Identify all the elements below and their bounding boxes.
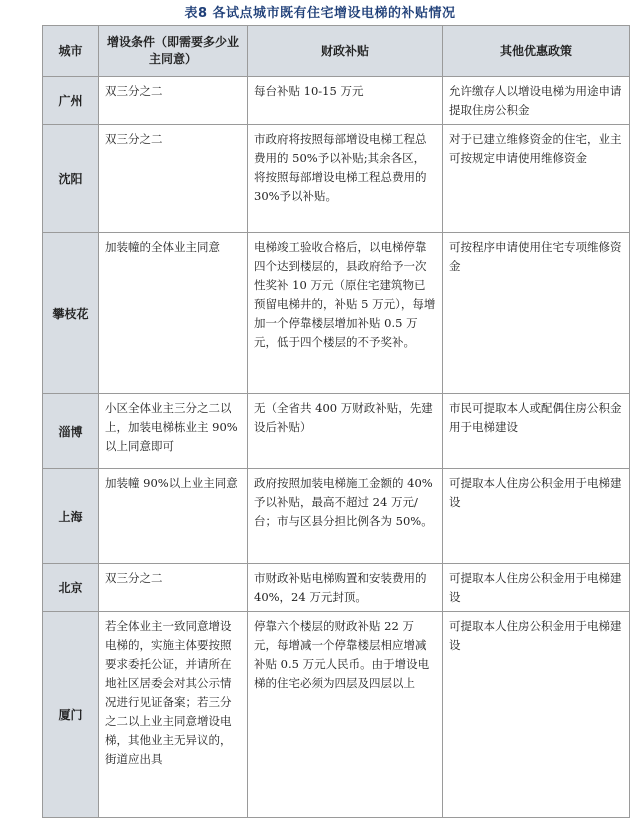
table-row — [43, 469, 630, 564]
table-row — [43, 564, 630, 612]
other-policy-cell: 可提取本人住房公积金用于电梯建设 — [443, 564, 630, 612]
subsidy-table — [42, 25, 630, 818]
table-row — [43, 233, 630, 394]
other-policy-cell: 允许缴存人以增设电梯为用途申请提取住房公积金 — [443, 77, 630, 125]
subsidy-cell: 市财政补贴电梯购置和安装费用的 40%，24 万元封顶。 — [248, 564, 443, 612]
table-caption: 表8 各试点城市既有住宅增设电梯的补贴情况 — [184, 6, 456, 21]
city-cell: 沈阳 — [43, 125, 99, 233]
table-header-row — [43, 26, 630, 77]
subsidy-cell: 每台补贴 10-15 万元 — [248, 77, 443, 125]
subsidy-cell: 停靠六个楼层的财政补贴 22 万元，每增减一个停靠楼层相应增减补贴 0.5 万元人民币。由于增设电梯的住宅必须为四层及四层以上 — [248, 612, 443, 818]
city-cell: 北京 — [43, 564, 99, 612]
city-cell: 攀枝花 — [43, 233, 99, 394]
table-row — [43, 125, 630, 233]
other-policy-cell: 可提取本人住房公积金用于电梯建设 — [443, 612, 630, 818]
city-cell: 厦门 — [43, 612, 99, 818]
condition-cell: 加装幢的全体业主同意 — [99, 233, 248, 394]
header-other-policy: 其他优惠政策 — [443, 26, 630, 77]
condition-cell: 双三分之二 — [99, 77, 248, 125]
table-row — [43, 612, 630, 818]
city-cell: 广州 — [43, 77, 99, 125]
header-subsidy: 财政补贴 — [248, 26, 443, 77]
condition-cell: 若全体业主一致同意增设电梯的，实施主体要按照要求委托公证，并请所在地社区居委会对其公示情况进行见证备案；若三分之二以上业主同意增设电梯，其他业主无异议的，街道应出具 — [99, 612, 248, 818]
other-policy-cell: 可提取本人住房公积金用于电梯建设 — [443, 469, 630, 564]
header-city: 城市 — [43, 26, 99, 77]
other-policy-cell: 对于已建立维修资金的住宅，业主可按规定申请使用维修资金 — [443, 125, 630, 233]
condition-cell: 小区全体业主三分之二以上，加装电梯栋业主 90%以上同意即可 — [99, 394, 248, 469]
condition-cell: 双三分之二 — [99, 125, 248, 233]
condition-cell: 加装幢 90%以上业主同意 — [99, 469, 248, 564]
city-cell: 淄博 — [43, 394, 99, 469]
header-condition: 增设条件（即需要多少业主同意） — [99, 26, 248, 77]
table-row — [43, 77, 630, 125]
subsidy-cell: 电梯竣工验收合格后，以电梯停靠四个达到楼层的，县政府给予一次性奖补 10 万元（原住宅建筑物已预留电梯井的，补贴 5 万元），每增加一个停靠楼层增加补贴 0.5 万元，低于四个楼层的不予奖补。 — [248, 233, 443, 394]
subsidy-cell: 无（全省共 400 万财政补贴，先建设后补贴） — [248, 394, 443, 469]
condition-cell: 双三分之二 — [99, 564, 248, 612]
table-row — [43, 394, 630, 469]
other-policy-cell: 可按程序申请使用住宅专项维修资金 — [443, 233, 630, 394]
other-policy-cell: 市民可提取本人或配偶住房公积金用于电梯建设 — [443, 394, 630, 469]
city-cell: 上海 — [43, 469, 99, 564]
subsidy-cell: 市政府将按照每部增设电梯工程总费用的 50%予以补贴;其余各区，将按照每部增设电梯工程总费用的 30%予以补贴。 — [248, 125, 443, 233]
subsidy-cell: 政府按照加装电梯施工金额的 40%予以补贴，最高不超过 24 万元/台；市与区县分担比例各为 50%。 — [248, 469, 443, 564]
